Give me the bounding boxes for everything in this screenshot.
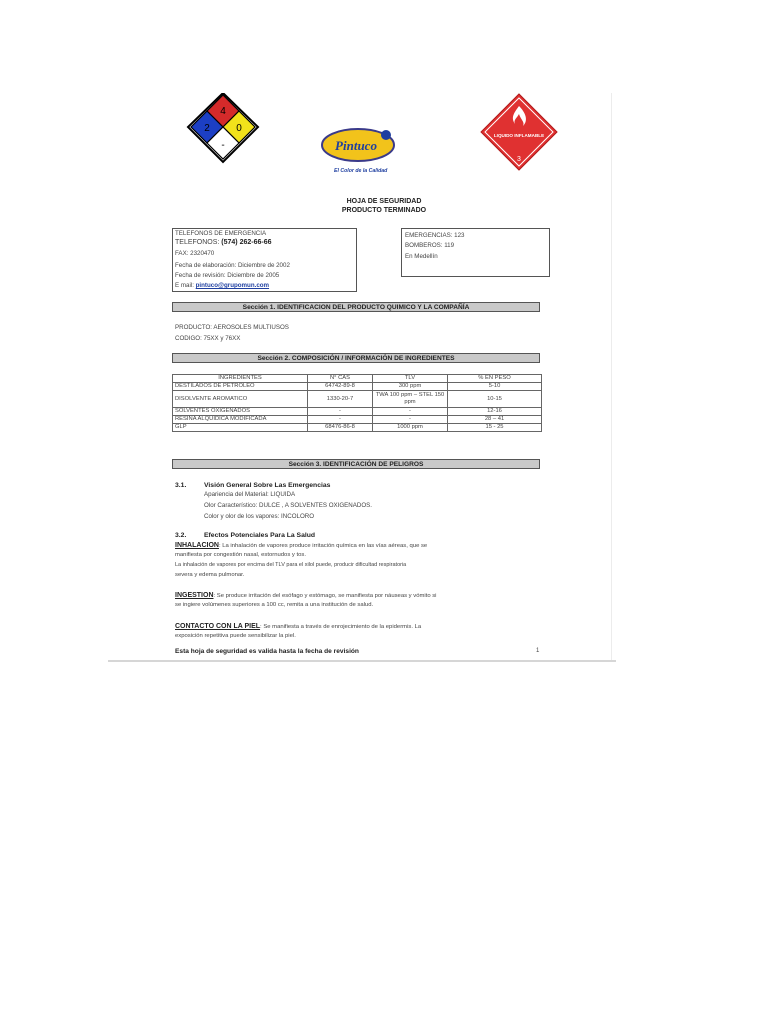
- cell-cas: -: [308, 416, 373, 424]
- cell-peso: 10-15: [448, 391, 542, 408]
- logo-brand: Pintuco: [335, 138, 377, 153]
- section1-codigo: CODIGO: 75XX y 76XX: [175, 335, 241, 342]
- table-header-row: [173, 375, 542, 383]
- table-row: [173, 383, 542, 391]
- piel-line2: exposición repetitiva puede sensibilizar la piel.: [175, 633, 296, 639]
- nfpa-flammability: 4: [220, 106, 226, 117]
- cell-cas: 1330-20-7: [308, 391, 373, 408]
- footer-note: Esta hoja de seguridad es valida hasta la fecha de revisión: [175, 648, 359, 655]
- contact-fax: FAX: 2320470: [175, 250, 215, 257]
- ingestion-text: : Se produce irritación del esófago y estómago, se manifiesta por náuseas y vómito si: [213, 593, 437, 599]
- piel-label: CONTACTO CON LA PIEL: [175, 623, 261, 630]
- ingestion-line1: [175, 592, 437, 600]
- page-shadow-bottom: [108, 660, 616, 662]
- s31-line2: Olor Característico: DULCE , A SOLVENTES OXIGENADOS.: [204, 502, 373, 509]
- table-row: [173, 424, 542, 432]
- piel-text: : Se manifiesta a través de enrojecimiento de la epidermis. La: [260, 624, 422, 630]
- nfpa-special: -: [221, 140, 225, 151]
- section1-title: Sección 1. IDENTIFICACION DEL PRODUCTO QUIMICO Y LA COMPAÑÍA: [242, 304, 470, 311]
- cell-tlv: -: [373, 408, 448, 416]
- col-header-cas: N° CAS: [308, 375, 373, 383]
- cell-ingrediente: RESINA ALQUIDICA MODIFICADA: [173, 416, 308, 424]
- ingestion-line2: se ingiere volúmenes superiores a 100 cc, remita a una institución de salud.: [175, 602, 374, 608]
- s31-title: Visión General Sobre Las Emergencias: [204, 482, 331, 489]
- nfpa-health: 2: [204, 123, 210, 134]
- email-label: E mail:: [175, 282, 194, 289]
- cell-ingrediente: SOLVENTES OXIGENADOS: [173, 408, 308, 416]
- nfpa-reactivity: 0: [236, 123, 242, 134]
- phones-value: (574) 262-66-66: [221, 239, 272, 246]
- table-row: [173, 408, 542, 416]
- col-header-peso: % EN PESO: [448, 375, 542, 383]
- inhalacion-line2: manifiesta por congestión nasal, estornudos y tos.: [175, 552, 306, 558]
- ingredients-table: [172, 374, 542, 432]
- col-header-ingredientes: INGREDIENTES: [173, 375, 308, 383]
- cell-ingrediente: GLP: [173, 424, 308, 432]
- logo-slogan: El Color de la Calidad: [334, 168, 388, 174]
- s31-line1: Apariencia del Material: LIQUIDA: [204, 491, 296, 498]
- hazmat-class: 3: [517, 156, 521, 163]
- section2-header: [172, 353, 540, 363]
- cell-ingrediente: DISOLVENTE AROMATICO: [173, 391, 308, 408]
- inhalacion-label: INHALACION: [175, 542, 219, 549]
- cell-peso: 15 - 25: [448, 424, 542, 432]
- cell-cas: -: [308, 408, 373, 416]
- email-link[interactable]: pintuco@grupomun.com: [195, 282, 270, 289]
- phones-label: TELEFONOS:: [175, 239, 220, 246]
- cell-tlv: 300 ppm: [373, 383, 448, 391]
- col-header-tlv: TLV: [373, 375, 448, 383]
- nfpa-diamond-icon: [186, 93, 260, 165]
- doc-title-line1: HOJA DE SEGURIDAD: [346, 198, 422, 205]
- section1-header: [172, 302, 540, 312]
- inhalacion-line4: severa y edema pulmonar.: [175, 572, 245, 578]
- flammable-liquid-icon: [479, 92, 559, 172]
- table-row: [173, 391, 542, 408]
- doc-title-line2: PRODUCTO TERMINADO: [341, 207, 427, 214]
- contact-heading: TELEFONOS DE EMERGENCIA: [175, 230, 267, 237]
- pintuco-logo: [320, 125, 400, 165]
- cell-cas: 64742-89-8: [308, 383, 373, 391]
- inhalacion-line1: [175, 542, 427, 550]
- section1-producto: PRODUCTO: AEROSOLES MULTIUSOS: [175, 324, 289, 331]
- emergency-line3: En Medellín: [405, 253, 438, 260]
- piel-line1: [175, 623, 421, 631]
- s32-number: 3.2.: [175, 532, 187, 539]
- cell-peso: 5-10: [448, 383, 542, 391]
- cell-tlv: TWA 100 ppm – STEL 150 ppm: [373, 391, 448, 408]
- cell-cas: 68476-86-8: [308, 424, 373, 432]
- contact-revision: Fecha de revisión: Diciembre de 2005: [175, 272, 280, 279]
- cell-peso: 12-16: [448, 408, 542, 416]
- emergency-line2: BOMBEROS: 119: [405, 242, 455, 249]
- cell-tlv: 1000 ppm: [373, 424, 448, 432]
- ingestion-label: INGESTION: [175, 592, 214, 599]
- section3-header: [172, 459, 540, 469]
- contact-email: [175, 282, 269, 289]
- s31-line3: Color y olor de los vapores: INCOLORO: [204, 513, 315, 520]
- emergency-line1: EMERGENCIAS: 123: [405, 232, 465, 239]
- cell-ingrediente: DESTILADOS DE PETROLEO: [173, 383, 308, 391]
- inhalacion-line3: La inhalación de vapores por encima del TLV para el xilol puede, producir dificultad respiratoria: [175, 562, 407, 568]
- section2-title: Sección 2. COMPOSICIÓN / INFORMACIÓN DE INGREDIENTES: [257, 355, 455, 362]
- s31-number: 3.1.: [175, 482, 187, 489]
- cell-peso: 28 – 41: [448, 416, 542, 424]
- table-row: [173, 416, 542, 424]
- hazmat-label: LIQUIDO INFLAMABLE: [493, 133, 545, 138]
- contact-elaboracion: Fecha de elaboración: Diciembre de 2002: [175, 262, 290, 269]
- section3-title: Sección 3. IDENTIFICACIÓN DE PELIGROS: [288, 461, 424, 468]
- s32-title: Efectos Potenciales Para La Salud: [204, 532, 316, 539]
- contact-phones: [175, 239, 272, 247]
- cell-tlv: -: [373, 416, 448, 424]
- inhalacion-text: : La inhalación de vapores produce irritación química en las vías aéreas, que se: [218, 543, 428, 549]
- page-number: 1: [536, 648, 540, 654]
- page-shadow-right: [611, 93, 612, 660]
